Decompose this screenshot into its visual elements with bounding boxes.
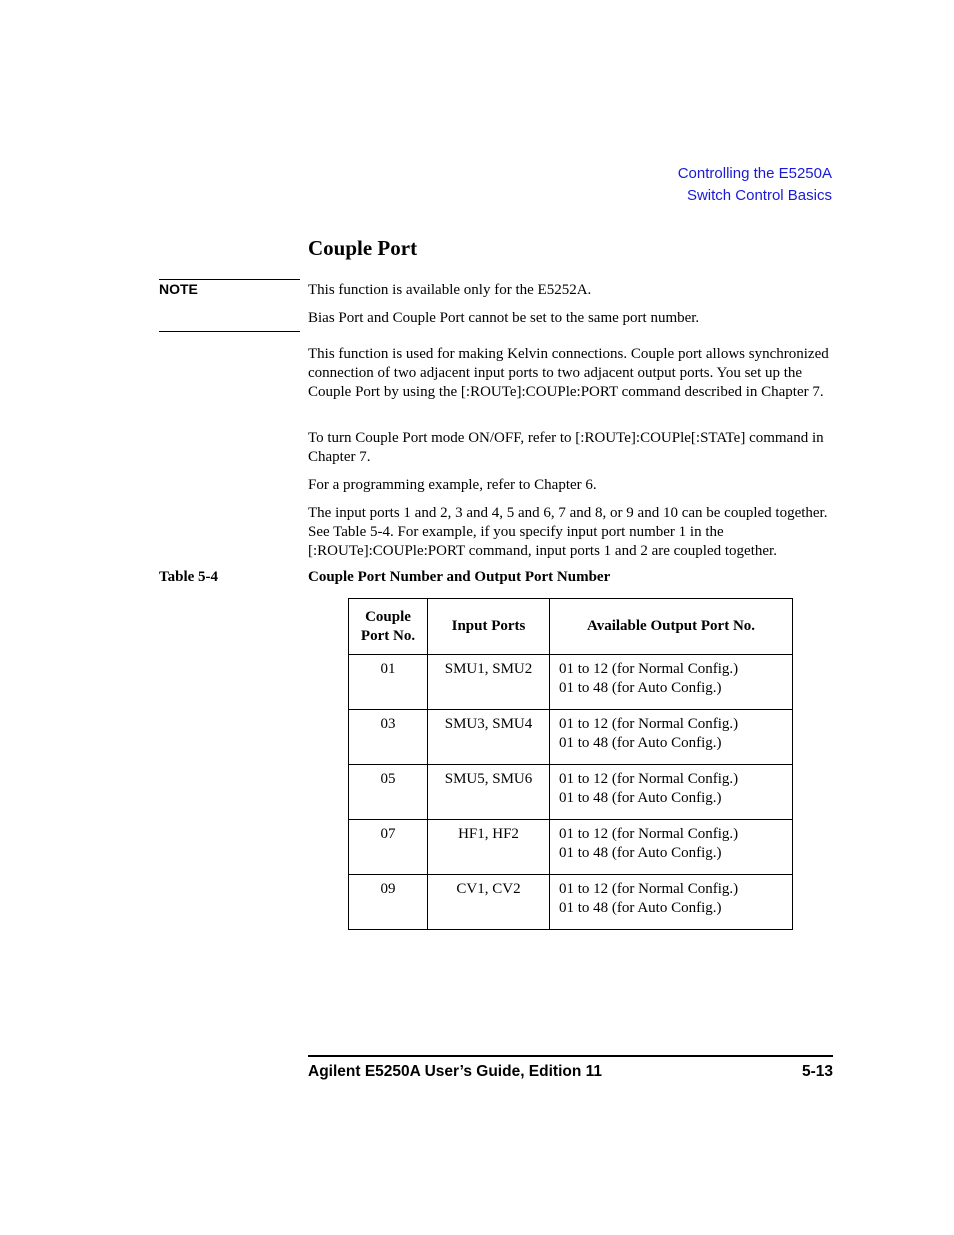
table-title: Couple Port Number and Output Port Number (308, 569, 611, 585)
cell-port: 01 (349, 655, 428, 710)
cell-outputs (550, 820, 793, 875)
table-header-row (349, 599, 793, 655)
cell-inputs: HF1, HF2 (428, 820, 550, 875)
cell-output-auto: 01 to 48 (for Auto Config.) (559, 899, 722, 916)
table-label: Table 5-4 (159, 569, 219, 585)
body-paragraph-2: To turn Couple Port mode ON/OFF, refer to [:ROUTe]:COUPle[:STATe] command in Chapter 7. (308, 430, 824, 465)
note-label: NOTE (159, 281, 198, 297)
note-bottom-rule (159, 331, 300, 332)
footer-title: Agilent E5250A User’s Guide, Edition 11 (308, 1063, 603, 1080)
header-output-ports: Available Output Port No. (550, 599, 793, 655)
cell-outputs (550, 765, 793, 820)
body-paragraph-4: The input ports 1 and 2, 3 and 4, 5 and 6, 7 and 8, or 9 and 10 can be coupled together. See Table 5-4. For example, if you specify input port number 1 in the [:ROUTe]:COUPle:PORT command, input ports 1 and 2 are coupled together. (308, 505, 828, 559)
table-row (349, 875, 793, 930)
cell-inputs: SMU3, SMU4 (428, 710, 550, 765)
cell-output-auto: 01 to 48 (for Auto Config.) (559, 789, 722, 806)
table-row (349, 765, 793, 820)
page-number: 5-13 (801, 1063, 833, 1080)
cell-port: 03 (349, 710, 428, 765)
header-couple-line1: Couple (365, 608, 411, 625)
cell-outputs (550, 655, 793, 710)
section-title: Couple Port (308, 236, 418, 260)
note-line-1: This function is available only for the E5252A. (308, 282, 592, 298)
header-couple-line2: Port No. (360, 627, 416, 644)
cell-inputs: SMU1, SMU2 (428, 655, 550, 710)
cell-output-auto: 01 to 48 (for Auto Config.) (559, 734, 722, 751)
cell-inputs: CV1, CV2 (428, 875, 550, 930)
cell-port: 05 (349, 765, 428, 820)
couple-port-table (348, 598, 793, 930)
table-row (349, 820, 793, 875)
cell-port: 09 (349, 875, 428, 930)
cell-output-normal: 01 to 12 (for Normal Config.) (559, 881, 739, 897)
footer-rule (308, 1055, 833, 1057)
cell-inputs: SMU5, SMU6 (428, 765, 550, 820)
running-header-chapter: Controlling the E5250A (677, 165, 832, 182)
cell-output-auto: 01 to 48 (for Auto Config.) (559, 679, 722, 696)
cell-output-normal: 01 to 12 (for Normal Config.) (559, 826, 739, 842)
cell-output-auto: 01 to 48 (for Auto Config.) (559, 844, 722, 861)
cell-output-normal: 01 to 12 (for Normal Config.) (559, 661, 739, 677)
cell-output-normal: 01 to 12 (for Normal Config.) (559, 771, 739, 787)
running-header-section: Switch Control Basics (686, 187, 832, 204)
table-row (349, 655, 793, 710)
note-line-2: Bias Port and Couple Port cannot be set to the same port number. (308, 310, 700, 326)
note-top-rule (159, 279, 300, 280)
body-paragraph-1: This function is used for making Kelvin connections. Couple port allows synchronized connection of two adjacent input ports to two adjacent output ports. You set up the Couple Port by using the [:ROUTe]:COUPle:PORT command described in Chapter 7. (308, 346, 829, 400)
header-input-ports: Input Ports (428, 599, 550, 655)
body-paragraph-3: For a programming example, refer to Chapter 6. (308, 477, 597, 493)
cell-outputs (550, 875, 793, 930)
header-couple-port-no (349, 599, 428, 655)
cell-outputs (550, 710, 793, 765)
table-row (349, 710, 793, 765)
cell-output-normal: 01 to 12 (for Normal Config.) (559, 716, 739, 732)
cell-port: 07 (349, 820, 428, 875)
